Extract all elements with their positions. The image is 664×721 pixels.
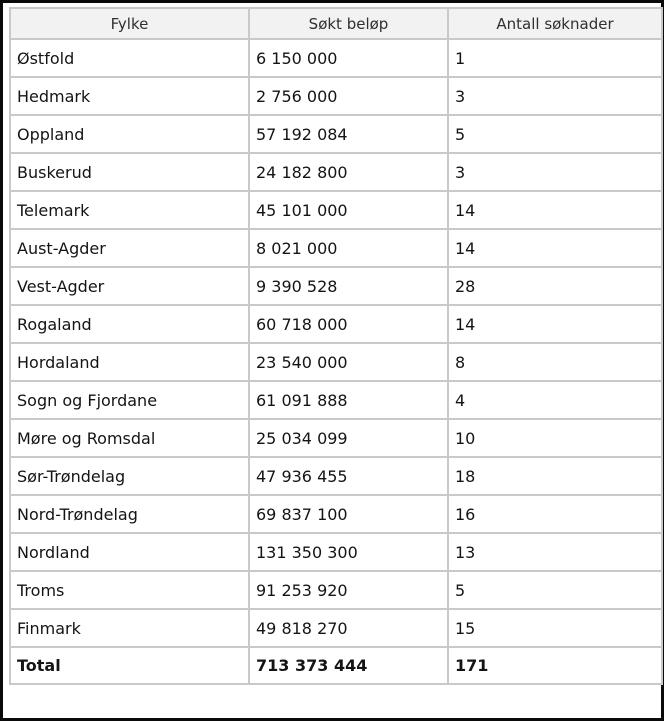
table-row: [10, 191, 662, 229]
header-row: [10, 8, 662, 39]
table-row: [10, 457, 662, 495]
cell-antall-soknader: 1: [448, 39, 662, 77]
table-row: [10, 609, 662, 647]
cell-fylke: Hordaland: [10, 343, 249, 381]
table-row: [10, 533, 662, 571]
cell-sokt-belop: 131 350 300: [249, 533, 448, 571]
cell-antall-soknader: 3: [448, 153, 662, 191]
table-row: [10, 153, 662, 191]
total-label: Total: [10, 647, 249, 684]
cell-sokt-belop: 2 756 000: [249, 77, 448, 115]
cell-sokt-belop: 60 718 000: [249, 305, 448, 343]
total-sokt-belop: 713 373 444: [249, 647, 448, 684]
cell-sokt-belop: 9 390 528: [249, 267, 448, 305]
cell-antall-soknader: 15: [448, 609, 662, 647]
cell-sokt-belop: 8 021 000: [249, 229, 448, 267]
cell-antall-soknader: 18: [448, 457, 662, 495]
table-row: [10, 229, 662, 267]
cell-fylke: Buskerud: [10, 153, 249, 191]
cell-sokt-belop: 24 182 800: [249, 153, 448, 191]
cell-fylke: Telemark: [10, 191, 249, 229]
table-row: [10, 495, 662, 533]
total-antall-soknader: 171: [448, 647, 662, 684]
cell-antall-soknader: 3: [448, 77, 662, 115]
cell-sokt-belop: 6 150 000: [249, 39, 448, 77]
table-row: [10, 39, 662, 77]
cell-antall-soknader: 10: [448, 419, 662, 457]
cell-antall-soknader: 14: [448, 229, 662, 267]
cell-fylke: Nord-Trøndelag: [10, 495, 249, 533]
cell-sokt-belop: 91 253 920: [249, 571, 448, 609]
table-row: [10, 267, 662, 305]
grant-applications-table: [9, 7, 663, 685]
cell-antall-soknader: 13: [448, 533, 662, 571]
column-header-antall-soknader: Antall søknader: [448, 8, 662, 39]
cell-sokt-belop: 45 101 000: [249, 191, 448, 229]
column-header-sokt-belop: Søkt beløp: [249, 8, 448, 39]
cell-sokt-belop: 49 818 270: [249, 609, 448, 647]
table-row: [10, 419, 662, 457]
cell-fylke: Aust-Agder: [10, 229, 249, 267]
cell-sokt-belop: 25 034 099: [249, 419, 448, 457]
cell-antall-soknader: 5: [448, 571, 662, 609]
column-header-fylke: Fylke: [10, 8, 249, 39]
cell-fylke: Nordland: [10, 533, 249, 571]
cell-sokt-belop: 23 540 000: [249, 343, 448, 381]
cell-fylke: Finmark: [10, 609, 249, 647]
cell-fylke: Hedmark: [10, 77, 249, 115]
cell-fylke: Oppland: [10, 115, 249, 153]
cell-antall-soknader: 14: [448, 305, 662, 343]
cell-antall-soknader: 5: [448, 115, 662, 153]
cell-sokt-belop: 47 936 455: [249, 457, 448, 495]
cell-fylke: Troms: [10, 571, 249, 609]
cell-fylke: Vest-Agder: [10, 267, 249, 305]
table-row: [10, 381, 662, 419]
cell-fylke: Sør-Trøndelag: [10, 457, 249, 495]
cell-fylke: Østfold: [10, 39, 249, 77]
table-body: [10, 39, 662, 684]
table-row: [10, 77, 662, 115]
cell-antall-soknader: 4: [448, 381, 662, 419]
table-row: [10, 305, 662, 343]
cell-antall-soknader: 8: [448, 343, 662, 381]
table-row: [10, 571, 662, 609]
cell-fylke: Rogaland: [10, 305, 249, 343]
cell-fylke: Sogn og Fjordane: [10, 381, 249, 419]
cell-sokt-belop: 57 192 084: [249, 115, 448, 153]
table-row: [10, 343, 662, 381]
cell-antall-soknader: 14: [448, 191, 662, 229]
cell-fylke: Møre og Romsdal: [10, 419, 249, 457]
total-row: [10, 647, 662, 684]
cell-sokt-belop: 61 091 888: [249, 381, 448, 419]
table-row: [10, 115, 662, 153]
cell-antall-soknader: 28: [448, 267, 662, 305]
cell-antall-soknader: 16: [448, 495, 662, 533]
cell-sokt-belop: 69 837 100: [249, 495, 448, 533]
